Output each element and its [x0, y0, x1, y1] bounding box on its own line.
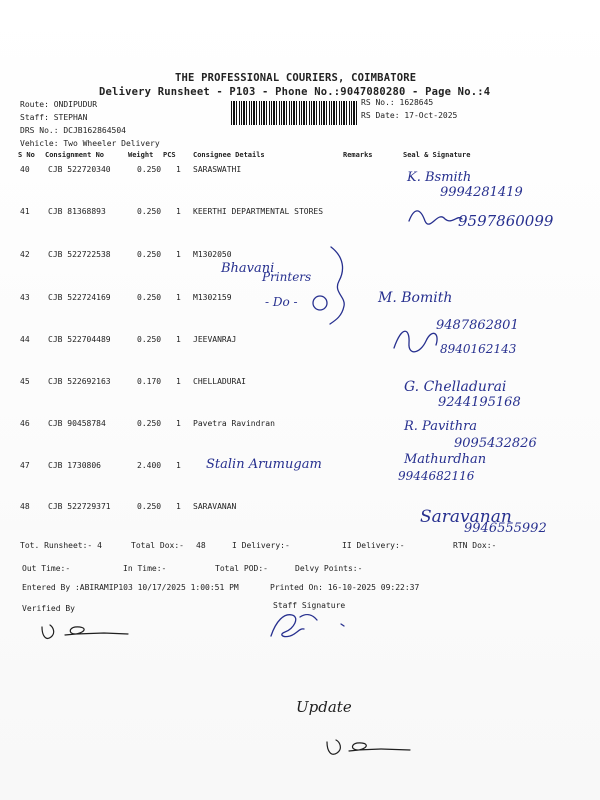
- r44-phone-b: 8940162143: [440, 342, 517, 356]
- r46-signature-phone: 9095432826: [454, 436, 537, 451]
- delvy-points: Delvy Points:-: [295, 564, 363, 573]
- r41-signature-phone: 9597860099: [458, 212, 554, 230]
- header-sno: S No: [18, 151, 35, 159]
- row-41-pcs: 1: [176, 207, 181, 216]
- r42-brace-mark: [330, 247, 344, 324]
- r42-handwriting-b: Printers: [262, 270, 312, 284]
- r45-signature-name: G. Chelladurai: [404, 379, 507, 395]
- row-47-pcs: 1: [176, 461, 181, 470]
- row-46-sno: 46: [20, 419, 30, 428]
- r48-signature-phone: 9946555992: [464, 521, 547, 536]
- row-44-sno: 44: [20, 335, 30, 344]
- row-40-consignment: CJB 522720340: [48, 165, 111, 174]
- entered-by: Entered By :ABIRAMIP103 10/17/2025 1:00:51 PM: [22, 583, 239, 592]
- update-note: Update: [296, 698, 352, 716]
- row-48-consignment: CJB 522729371: [48, 502, 111, 511]
- row-42-consignee: M1302050: [193, 250, 232, 259]
- row-41-consignee: KEERTHI DEPARTMENTAL STORES: [193, 207, 324, 216]
- header-consignee: Consignee Details: [193, 151, 265, 159]
- row-41-consignment: CJB 81368893: [48, 207, 106, 216]
- staff-signature-mark-2: [300, 615, 317, 620]
- verified-signature-mark-2: [65, 627, 128, 635]
- header-seal-signature: Seal & Signature: [403, 151, 471, 159]
- row-46-weight: 0.250: [137, 419, 162, 428]
- r42-handwriting-a: Bhavani: [221, 261, 275, 276]
- row-48-weight: 0.250: [137, 502, 162, 511]
- row-48-sno: 48: [20, 502, 30, 511]
- row-40-weight: 0.250: [137, 165, 162, 174]
- row-45-sno: 45: [20, 377, 30, 386]
- tot-runsheet: Tot. Runsheet:- 4: [20, 541, 102, 550]
- row-46-consignment: CJB 90458784: [48, 419, 106, 428]
- row-43-pcs: 1: [176, 293, 181, 302]
- row-43-consignee: M1302159: [193, 293, 232, 302]
- i-delivery: I Delivery:-: [232, 541, 290, 550]
- staff-signature-label: Staff Signature: [273, 601, 346, 610]
- row-44-pcs: 1: [176, 335, 181, 344]
- row-43-consignment: CJB 522724169: [48, 293, 111, 302]
- r47-consignee-handwritten: Stalin Arumugam: [206, 457, 322, 472]
- row-41-sno: 41: [20, 207, 30, 216]
- row-42-sno: 42: [20, 250, 30, 259]
- row-45-weight: 0.170: [137, 377, 162, 386]
- row-40-consignee: SARASWATHI: [193, 165, 242, 174]
- row-42-consignment: CJB 522722538: [48, 250, 111, 259]
- total-dox-label: Total Dox:-: [131, 541, 184, 550]
- r44-phone-a: 9487862801: [436, 318, 519, 333]
- in-time: In Time:-: [123, 564, 167, 573]
- row-48-consignee: SARAVANAN: [193, 502, 237, 511]
- row-43-weight: 0.250: [137, 293, 162, 302]
- r47-signature-name: Mathurdhan: [404, 452, 487, 467]
- total-pod: Total POD:-: [215, 564, 268, 573]
- row-48-pcs: 1: [176, 502, 181, 511]
- vehicle-field: Vehicle: Two Wheeler Delivery: [20, 139, 160, 148]
- row-44-consignee: JEEVANRAJ: [193, 335, 237, 344]
- row-47-consignment: CJB 1730806: [48, 461, 101, 470]
- row-45-consignment: CJB 522692163: [48, 377, 111, 386]
- r47-signature-phone: 9944682116: [398, 469, 475, 483]
- company-title: THE PROFESSIONAL COURIERS, COIMBATORE: [175, 72, 417, 84]
- r42-handwriting-c: - Do -: [265, 295, 298, 309]
- row-43-sno: 43: [20, 293, 30, 302]
- row-45-pcs: 1: [176, 377, 181, 386]
- staff-signature-dot: [341, 624, 344, 626]
- r45-signature-phone: 9244195168: [438, 395, 521, 410]
- verified-by-label: Verified By: [22, 604, 75, 613]
- header-remarks: Remarks: [343, 151, 373, 159]
- row-46-pcs: 1: [176, 419, 181, 428]
- row-40-sno: 40: [20, 165, 30, 174]
- rs-date-field: RS Date: 17-Oct-2025: [361, 111, 458, 120]
- row-44-weight: 0.250: [137, 335, 162, 344]
- r40-signature-name: K. Bsmith: [407, 170, 472, 185]
- header-consignment: Consignment No: [45, 151, 105, 159]
- rtn-dox: RTN Dox:-: [453, 541, 497, 550]
- row-47-weight: 2.400: [137, 461, 162, 470]
- runsheet-subtitle: Delivery Runsheet - P103 - Phone No.:9047080280 - Page No.:4: [99, 86, 491, 98]
- row-44-consignment: CJB 522704489: [48, 335, 111, 344]
- staff-signature-mark: [271, 615, 304, 637]
- total-dox-count: 48: [196, 541, 206, 550]
- drs-field: DRS No.: DCJB162864504: [20, 126, 126, 135]
- r44-signature-scribble: [394, 331, 437, 352]
- r42-circle-mark: [313, 296, 327, 310]
- r43-signature-name: M. Bomith: [378, 290, 453, 306]
- header-weight: Weight: [128, 151, 154, 159]
- route-field: Route: ONDIPUDUR: [20, 100, 98, 109]
- row-47-sno: 47: [20, 461, 30, 470]
- out-time: Out Time:-: [22, 564, 71, 573]
- r48-signature-name: Saravanan: [420, 507, 512, 527]
- row-40-pcs: 1: [176, 165, 181, 174]
- row-42-weight: 0.250: [137, 250, 162, 259]
- row-46-consignee: Pavetra Ravindran: [193, 419, 275, 428]
- ii-delivery: II Delivery:-: [342, 541, 405, 550]
- verified-signature-mark: [42, 625, 54, 638]
- barcode: [231, 101, 359, 125]
- header-pcs: PCS: [163, 151, 176, 159]
- printed-on: Printed On: 16-10-2025 09:22:37: [270, 583, 420, 592]
- rs-no-field: RS No.: 1628645: [361, 98, 434, 107]
- row-45-consignee: CHELLADURAI: [193, 377, 246, 386]
- r41-signature-scribble: [409, 211, 462, 224]
- r46-signature-name: R. Pavithra: [404, 419, 478, 434]
- r40-signature-phone: 9994281419: [440, 185, 523, 200]
- bottom-signature-mark-2: [349, 743, 410, 751]
- bottom-signature-mark: [327, 740, 340, 754]
- staff-field: Staff: STEPHAN: [20, 113, 88, 122]
- row-41-weight: 0.250: [137, 207, 162, 216]
- row-42-pcs: 1: [176, 250, 181, 259]
